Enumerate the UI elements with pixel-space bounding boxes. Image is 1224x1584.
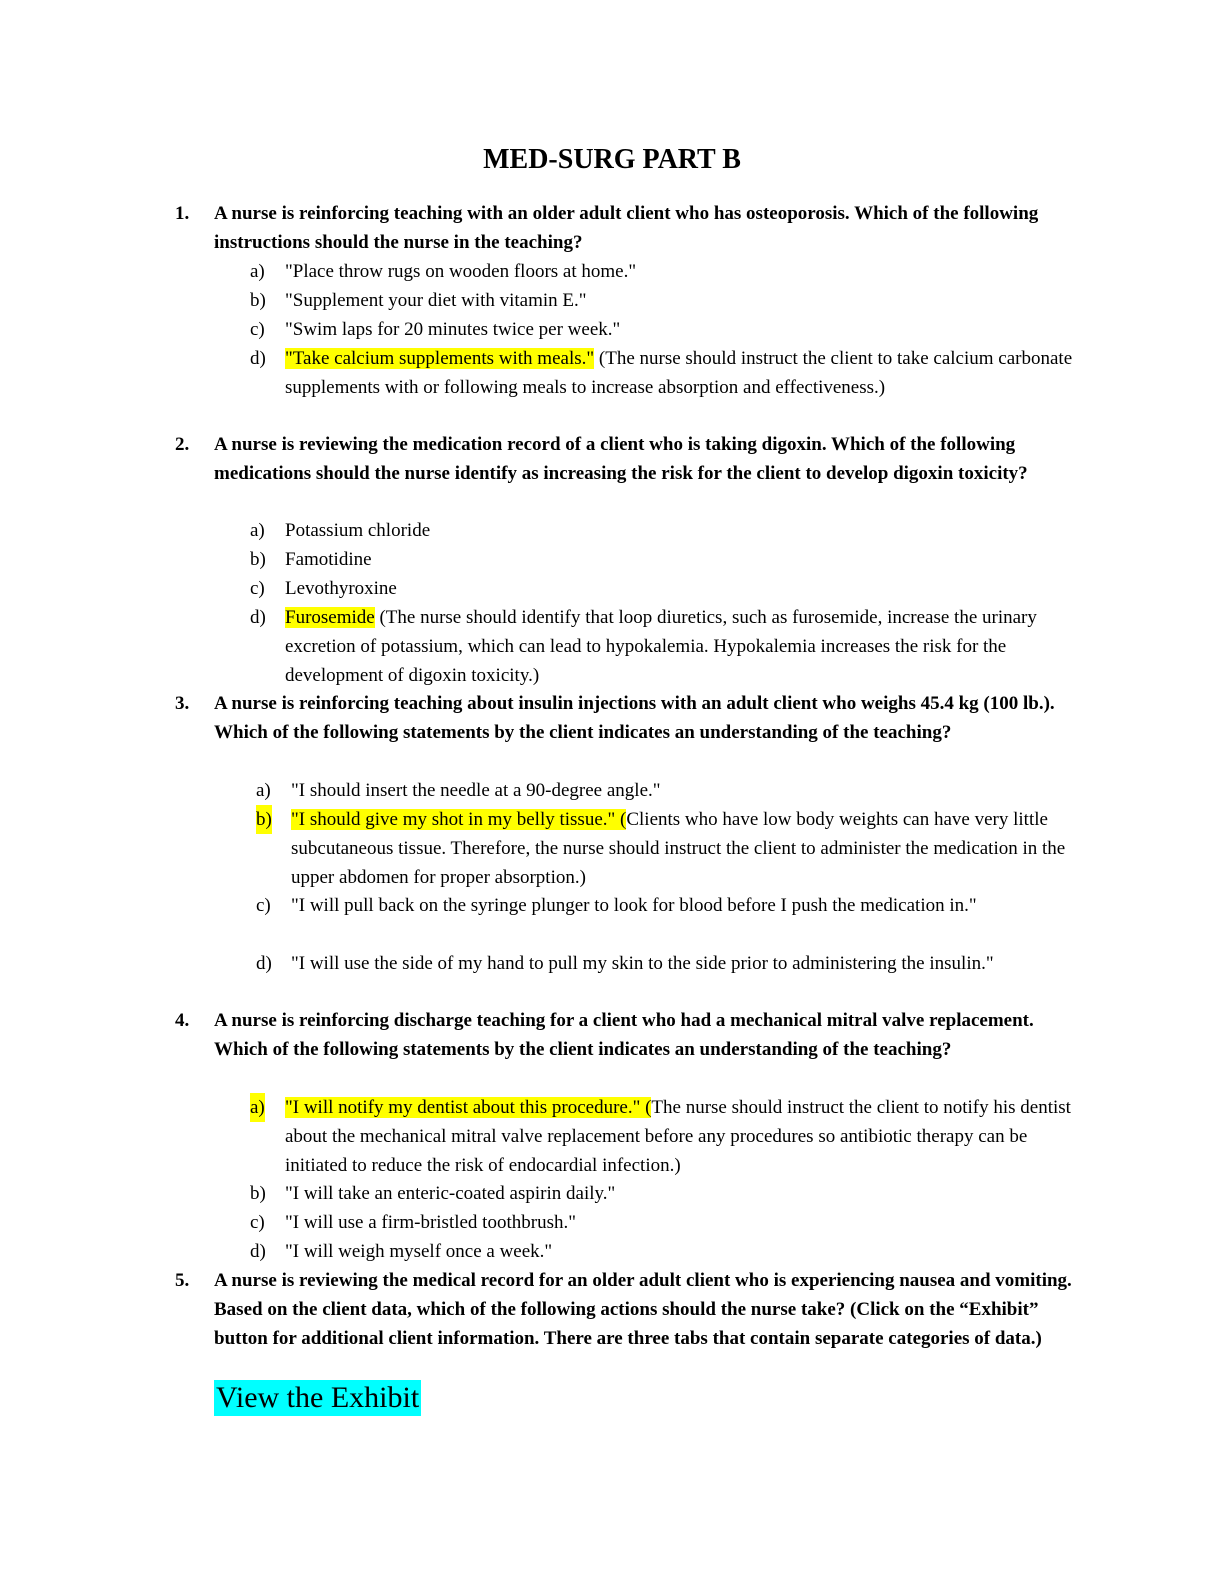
option-letter: b)	[250, 290, 266, 311]
option-text: Famotidine	[285, 549, 372, 570]
option-letter: d)	[250, 1241, 266, 1262]
question-number: 1.	[175, 203, 190, 224]
option-text: "I should insert the needle at a 90-degree angle."	[291, 780, 661, 801]
question-stem: A nurse is reviewing the medical record for an older adult client who is experiencing nausea and vomiting. Based on the client data, which of the following actions should the nurse take? (Click on the “Exhibit” button for additional client information. There are three tabs that contain separate categories of data.)	[214, 1270, 1072, 1349]
option-text: "I will weigh myself once a week."	[285, 1241, 553, 1262]
rationale-text: (The nurse should identify that loop diuretics, such as furosemide, increase the urinary excretion of potassium, which can lead to hypokalemia. Hypokalemia increases the risk for the development of digoxin toxicity.)	[285, 607, 1037, 686]
option-body	[285, 344, 1075, 402]
option-letter: a)	[250, 520, 265, 541]
correct-answer-highlight: "I will notify my dentist about this procedure." (	[285, 1097, 652, 1118]
question-number: 3.	[175, 693, 190, 714]
option-body	[291, 805, 1071, 892]
option-letter: d)	[250, 607, 266, 628]
option-text: "Place throw rugs on wooden floors at home."	[285, 261, 637, 282]
question-stem: A nurse is reinforcing discharge teaching for a client who had a mechanical mitral valve replacement. Which of the following statements by the client indicates an understanding of the teaching?	[214, 1010, 1034, 1060]
rationale-text: The nurse should instruct the client to notify his dentist about the mechanical mitral valve replacement before any procedures so antibiotic therapy can be initiated to reduce the risk of endocardial infection.)	[285, 1097, 1071, 1176]
question-number: 2.	[175, 434, 190, 455]
question-number: 5.	[175, 1270, 190, 1291]
option-letter: d)	[250, 348, 266, 369]
page-title: MED-SURG PART B	[483, 144, 741, 175]
option-letter: d)	[256, 953, 272, 974]
option-letter: c)	[256, 895, 271, 916]
option-letter: c)	[250, 319, 265, 340]
option-text: Potassium chloride	[285, 520, 431, 541]
option-text: "I will use a firm-bristled toothbrush."	[285, 1212, 576, 1233]
view-exhibit-link[interactable]: View the Exhibit	[216, 1381, 420, 1414]
option-text: "I will use the side of my hand to pull my skin to the side prior to administering the insulin."	[291, 953, 994, 974]
question-stem: A nurse is reviewing the medication record of a client who is taking digoxin. Which of the following medications should the nurse identify as increasing the risk for the client to develop digoxin toxicity?	[214, 434, 1028, 484]
rationale-text: Clients who have low body weights can have very little subcutaneous tissue. Therefore, the nurse should instruct the client to administer the medication in the upper abdomen for proper absorption.)	[291, 809, 1066, 888]
correct-answer-highlight: Furosemide	[285, 607, 375, 628]
question-number: 4.	[175, 1010, 190, 1031]
option-text: "Swim laps for 20 minutes twice per week."	[285, 319, 621, 340]
question-stem: A nurse is reinforcing teaching about insulin injections with an adult client who weighs 45.4 kg (100 lb.). Which of the following statements by the client indicates an understanding of the teaching?	[214, 693, 1055, 743]
option-letter: a)	[256, 780, 271, 801]
option-letter: b)	[250, 549, 266, 570]
correct-answer-highlight: "Take calcium supplements with meals."	[285, 348, 595, 369]
option-letter: a)	[250, 261, 265, 282]
option-body	[285, 1093, 1075, 1180]
option-text: Levothyroxine	[285, 578, 397, 599]
option-letter: c)	[250, 578, 265, 599]
option-text: "Supplement your diet with vitamin E."	[285, 290, 587, 311]
option-letter: a)	[250, 1093, 265, 1122]
option-body	[285, 603, 1075, 690]
question-stem: A nurse is reinforcing teaching with an older adult client who has osteoporosis. Which of the following instructions should the nurse in the teaching?	[214, 203, 1039, 253]
option-letter: b)	[250, 1183, 266, 1204]
option-text: "I will pull back on the syringe plunger to look for blood before I push the medication in."	[291, 895, 977, 916]
rationale-text: (The nurse should instruct the client to take calcium carbonate supplements with or following meals to increase absorption and effectiveness.)	[285, 348, 1073, 398]
option-letter: c)	[250, 1212, 265, 1233]
correct-answer-highlight: "I should give my shot in my belly tissue." (	[291, 809, 627, 830]
option-letter: b)	[256, 805, 272, 834]
option-text: "I will take an enteric-coated aspirin daily."	[285, 1183, 616, 1204]
